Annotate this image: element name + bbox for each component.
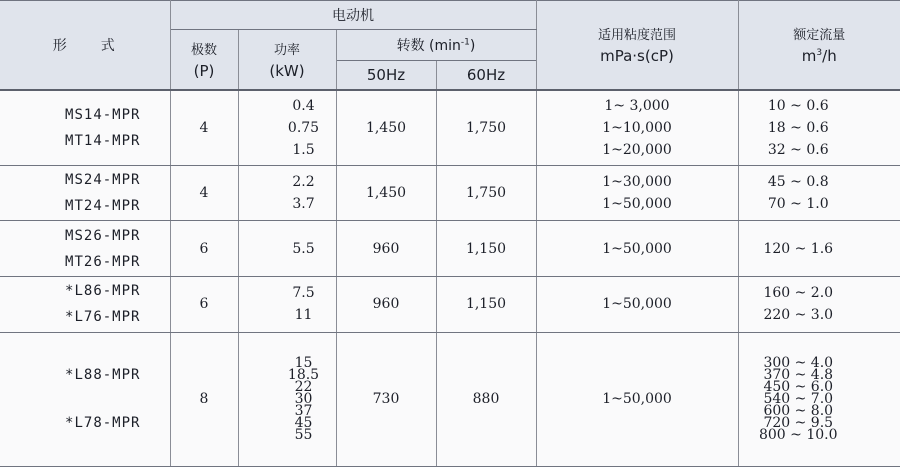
power-value: 45 xyxy=(294,415,313,432)
power-cell xyxy=(238,165,336,221)
model-cell xyxy=(0,332,170,466)
flow-cell xyxy=(738,276,900,332)
power-cell xyxy=(238,332,336,466)
viscosity-cell xyxy=(536,165,738,221)
power-value: 11 xyxy=(294,307,313,324)
power-value: 0.75 xyxy=(287,119,320,136)
rpm50-cell: 1,450 xyxy=(336,165,436,221)
power-value: 1.5 xyxy=(292,141,315,158)
viscosity-label: 适用粘度范围 xyxy=(597,28,676,44)
flow-value: 800 ~ 10.0 xyxy=(758,427,838,444)
table-row xyxy=(0,332,900,466)
flow-value: 540 ~ 7.0 xyxy=(763,391,834,408)
flow-cell xyxy=(738,90,900,166)
viscosity-value: 1~30,000 xyxy=(602,174,672,191)
model-name: *L88-MPR xyxy=(65,367,141,384)
flow-value: 300 ~ 4.0 xyxy=(763,355,834,372)
speed-exp: -1 xyxy=(460,37,470,48)
rpm50-cell: 960 xyxy=(336,221,436,277)
viscosity-cell xyxy=(536,221,738,277)
model-cell xyxy=(0,165,170,221)
poles-cell: 4 xyxy=(170,165,238,221)
header-row-1 xyxy=(0,1,900,30)
power-cell xyxy=(238,90,336,166)
rpm50-cell: 960 xyxy=(336,276,436,332)
rpm60-cell: 1,750 xyxy=(436,165,536,221)
poles-cell: 6 xyxy=(170,221,238,277)
flow-value: 450 ~ 6.0 xyxy=(763,379,834,396)
rpm60-cell: 1,150 xyxy=(436,276,536,332)
model-name: *L78-MPR xyxy=(65,415,141,432)
model-name: MS26-MPR xyxy=(65,227,141,244)
viscosity-value: 1~50,000 xyxy=(602,240,672,257)
model-name: MT26-MPR xyxy=(65,253,141,270)
viscosity-cell xyxy=(536,90,738,166)
power-value: 2.2 xyxy=(292,174,315,191)
speed-close: ) xyxy=(469,38,476,55)
power-unit: (kW) xyxy=(269,62,305,81)
header-motor: 电动机 xyxy=(170,1,536,30)
flow-value: 10 ~ 0.6 xyxy=(767,97,829,114)
flow-value: 45 ~ 0.8 xyxy=(767,174,829,191)
model-name: MT14-MPR xyxy=(65,132,141,149)
header-speed xyxy=(336,30,536,60)
power-value: 5.5 xyxy=(292,240,315,257)
rpm50-cell: 730 xyxy=(336,332,436,466)
header-power xyxy=(238,30,336,90)
flow-value: 220 ~ 3.0 xyxy=(763,307,834,324)
rpm60-cell: 1,150 xyxy=(436,221,536,277)
viscosity-value: 1~50,000 xyxy=(602,196,672,213)
header-flow xyxy=(738,1,900,90)
table-row xyxy=(0,90,900,166)
model-cell xyxy=(0,90,170,166)
power-value: 15 xyxy=(294,355,313,372)
viscosity-value: 1~10,000 xyxy=(602,119,672,136)
model-name: *L76-MPR xyxy=(65,309,141,326)
power-cell xyxy=(238,221,336,277)
rpm60-cell: 1,750 xyxy=(436,90,536,166)
power-value: 18.5 xyxy=(287,367,320,384)
rpm50-cell: 1,450 xyxy=(336,90,436,166)
flow-cell xyxy=(738,221,900,277)
flow-label: 额定流量 xyxy=(793,28,846,44)
viscosity-value: 1~50,000 xyxy=(602,296,672,313)
table-row xyxy=(0,165,900,221)
flow-value: 18 ~ 0.6 xyxy=(767,119,829,136)
model-cell xyxy=(0,276,170,332)
flow-value: 70 ~ 1.0 xyxy=(767,196,829,213)
power-label: 功率 xyxy=(273,43,300,59)
flow-value: 32 ~ 0.6 xyxy=(767,141,829,158)
power-value: 30 xyxy=(294,391,313,408)
viscosity-value: 1~50,000 xyxy=(602,391,672,408)
model-name: *L86-MPR xyxy=(65,283,141,300)
viscosity-cell xyxy=(536,276,738,332)
power-value: 7.5 xyxy=(292,285,315,302)
model-name: MS24-MPR xyxy=(65,172,141,189)
flow-unit xyxy=(739,47,900,65)
rpm60-cell: 880 xyxy=(436,332,536,466)
poles-unit: (P) xyxy=(193,62,215,81)
flow-value: 120 ~ 1.6 xyxy=(763,240,834,257)
flow-unit-exp: 3 xyxy=(816,48,823,59)
power-value: 3.7 xyxy=(292,196,315,213)
speed-label: 转数 (min xyxy=(396,38,461,55)
poles-cell: 6 xyxy=(170,276,238,332)
flow-unit-denom: /h xyxy=(822,47,837,66)
power-value: 0.4 xyxy=(292,97,315,114)
model-cell xyxy=(0,221,170,277)
viscosity-cell xyxy=(536,332,738,466)
poles-label: 极数 xyxy=(190,43,217,59)
model-name: MS14-MPR xyxy=(65,106,141,123)
header-60hz: 60Hz xyxy=(436,60,536,89)
model-name: MT24-MPR xyxy=(65,198,141,215)
header-viscosity xyxy=(536,1,738,90)
flow-value: 370 ~ 4.8 xyxy=(763,367,834,384)
power-value: 37 xyxy=(294,403,313,420)
flow-value: 720 ~ 9.5 xyxy=(763,415,834,432)
poles-cell: 4 xyxy=(170,90,238,166)
viscosity-unit: mPa·s(cP) xyxy=(600,47,674,66)
table-row xyxy=(0,276,900,332)
viscosity-value: 1~20,000 xyxy=(602,141,672,158)
power-value: 22 xyxy=(294,379,313,396)
header-model: 形 式 xyxy=(0,1,170,90)
flow-unit-base: m xyxy=(801,47,817,66)
power-value: 55 xyxy=(294,427,313,444)
header-poles xyxy=(170,30,238,90)
power-cell xyxy=(238,276,336,332)
header-50hz: 50Hz xyxy=(336,60,436,89)
flow-value: 160 ~ 2.0 xyxy=(763,285,834,302)
poles-cell: 8 xyxy=(170,332,238,466)
flow-cell xyxy=(738,332,900,466)
viscosity-value: 1~ 3,000 xyxy=(604,97,670,114)
flow-value: 600 ~ 8.0 xyxy=(763,403,834,420)
flow-cell xyxy=(738,165,900,221)
table-row xyxy=(0,221,900,277)
